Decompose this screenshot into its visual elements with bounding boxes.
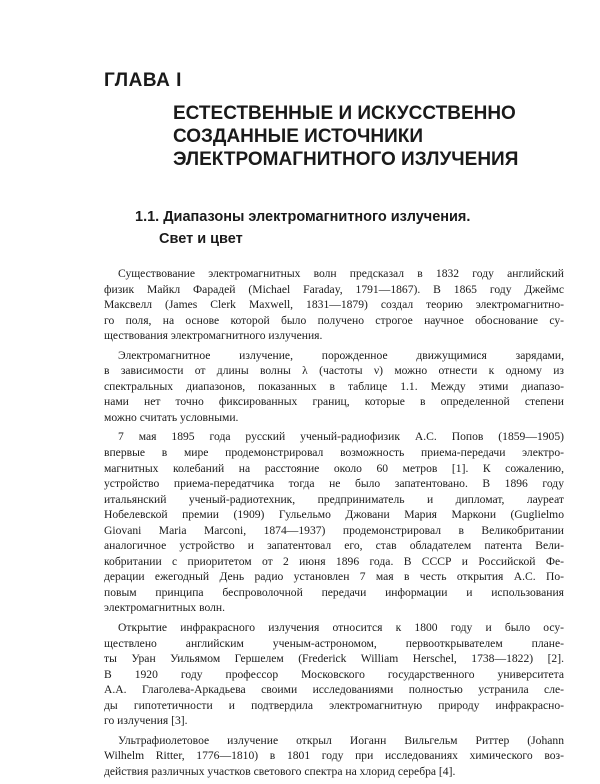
paragraph	[104, 429, 564, 616]
text-line: Giovani Maria Marconi, 1874—1937) продемонстрировал в Великобритании	[104, 523, 564, 537]
text-line: В 1920 году профессор Московского государственного университета	[104, 667, 564, 681]
paragraph	[104, 348, 564, 426]
text-line: 7 мая 1895 года русский ученый-радиофизик А.С. Попов (1859—1905)	[118, 430, 564, 444]
text-line: повым принципа беспроволочной передачи информации и использования	[104, 585, 564, 599]
text-line: итальянский ученый-радиотехник, предприниматель и дипломат, лауреат	[104, 492, 564, 506]
text-line: го излучения [3].	[104, 714, 188, 728]
section-title	[135, 206, 575, 250]
text-line: спектральных диапазонов, показанных в таблице 1.1. Между этими диапазо-	[104, 379, 564, 393]
text-line: ты Уран Уильямом Гершелем (Frederick William Herschel, 1738—1822) [2].	[104, 652, 564, 666]
text-line: А.А. Глаголева-Аркадьева своими исследованиями полностью устранила сле-	[104, 683, 564, 697]
text-line: аналогичное устройство и запатентовал его, став обладателем патента Вели-	[104, 539, 564, 553]
text-line: Ультрафиолетовое излучение открыл Иоганн Вильгельм Риттер (Johann	[118, 733, 564, 747]
text-line: го поля, на основе которой было получено строгое научное обоснование су-	[104, 313, 564, 327]
text-line: ществлено английским ученым-астрономом, первооткрывателем плане-	[104, 636, 564, 650]
text-line: нами нет точно фиксированных границ, которые в определенной степени	[104, 395, 564, 409]
text-line: устройство приема-передатчика тогда не было запатентовано. В 1896 году	[104, 477, 564, 491]
chapter-title-line: ЕСТЕСТВЕННЫЕ И ИСКУССТВЕННО	[173, 103, 516, 124]
chapter-title-line: ЭЛЕКТРОМАГНИТНОГО ИЗЛУЧЕНИЯ	[173, 149, 519, 170]
text-line: магнитных колебаний на расстояние около 60 метров [1]. К сожалению,	[104, 461, 564, 475]
text-line: впервые в мире продемонстрировал возможность приема-передачи электро-	[104, 446, 564, 460]
paragraph	[104, 733, 564, 780]
text-line: Максвелл (James Clerk Maxwell, 1831—1879) создал теорию электромагнитно-	[104, 298, 564, 312]
chapter-label: ГЛАВА I	[104, 70, 182, 91]
paragraph	[104, 266, 564, 344]
chapter-title	[173, 102, 573, 171]
text-line: Существование электромагнитных волн предсказал в 1832 году английский	[118, 267, 564, 280]
text-line: электромагнитных волн.	[104, 601, 226, 615]
paragraph	[104, 620, 564, 729]
text-line: Wilhelm Ritter, 1776—1810) в 1801 году при исследованиях химического воз-	[104, 749, 564, 763]
chapter-title-line: СОЗДАННЫЕ ИСТОЧНИКИ	[173, 126, 423, 147]
text-line: Электромагнитное излучение, порожденное движущимися зарядами,	[118, 348, 564, 362]
section-title-line: Свет и цвет	[159, 231, 243, 247]
text-line: ды гипотетичности и подтвердила электромагнитную природу инфракрасно-	[104, 698, 564, 712]
text-line: ществования электромагнитного излучения.	[104, 329, 323, 343]
text-line: кобритании с приоритетом от 2 июня 1896 года. В СССР и Российской Фе-	[104, 554, 564, 568]
text-line: Открытие инфракрасного излучения относится к 1800 году и было осу-	[118, 621, 564, 635]
body-text	[104, 266, 564, 784]
text-line: Нобелевской премии (1909) Гульельмо Джовани Мария Маркони (Guglielmo	[104, 508, 564, 522]
text-line: дерации ежегодный День радио установлен 7 мая в честь открытия А.С. По-	[104, 570, 564, 584]
text-line: физик Майкл Фарадей (Michael Faraday, 1791—1867). В 1865 году Джеймс	[104, 282, 564, 296]
text-line: действия различных участков светового спектра на хлорид серебра [4].	[104, 764, 456, 778]
text-line: можно считать условными.	[104, 410, 239, 424]
section-title-line: 1.1. Диапазоны электромагнитного излучения.	[135, 209, 471, 225]
text-line: в зависимости от длины волны λ (частоты ν) можно отнести к одному из	[104, 364, 564, 378]
